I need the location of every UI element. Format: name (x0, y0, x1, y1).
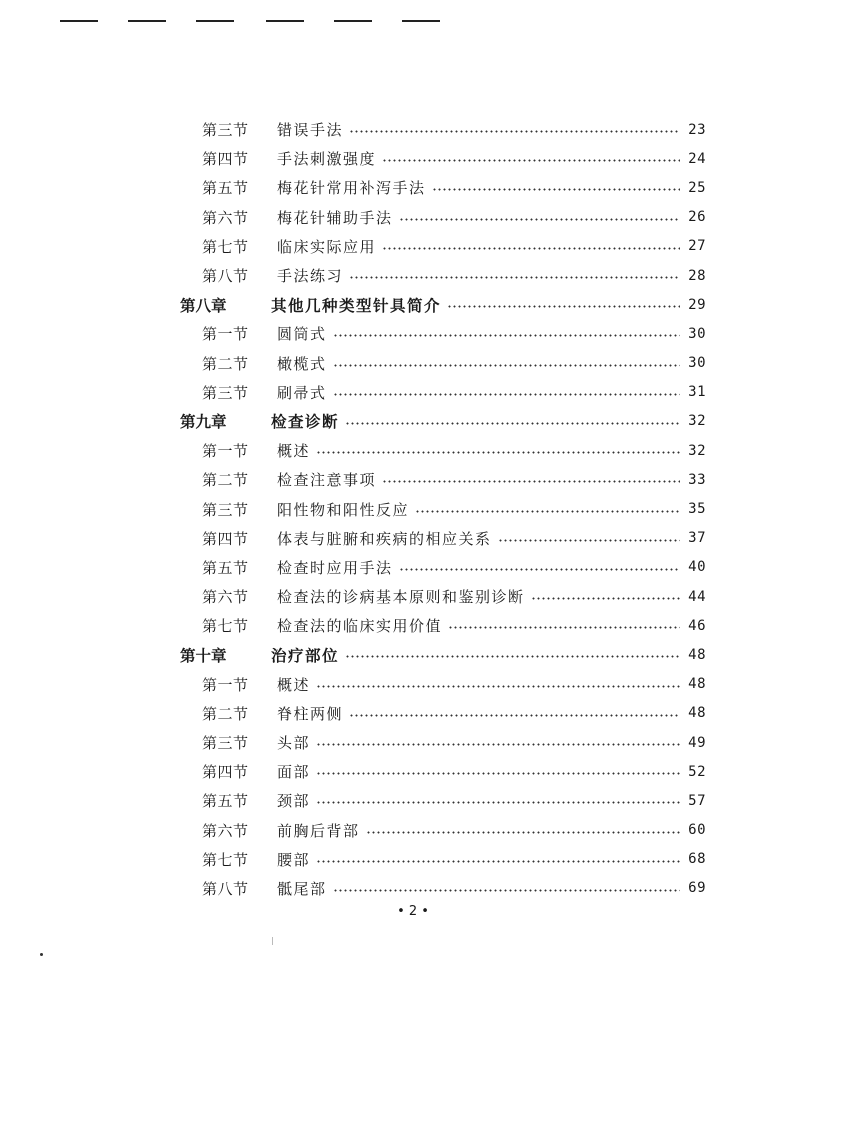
entry-page-number: 25 (688, 179, 706, 196)
entry-page-number: 32 (688, 413, 706, 430)
section-number: 第五节 (202, 792, 249, 811)
page-number: • 2 • (397, 904, 429, 919)
header-rule-dashes (60, 14, 440, 26)
section-number: 第一节 (202, 442, 249, 461)
toc-section-entry (180, 465, 706, 494)
entry-title: 刷帚式 (277, 383, 327, 402)
toc-section-entry (180, 261, 706, 290)
dot-leader (432, 188, 680, 191)
entry-title: 脊柱两侧 (277, 704, 344, 723)
section-number: 第二节 (202, 704, 249, 723)
section-number: 第六节 (202, 821, 249, 840)
entry-page-number: 57 (688, 792, 706, 809)
toc-chapter-entry (180, 640, 706, 669)
entry-page-number: 32 (688, 442, 706, 459)
entry-page-number: 29 (688, 296, 706, 313)
header-dash (402, 20, 440, 22)
entry-title: 头部 (277, 734, 311, 753)
dot-leader (316, 451, 680, 454)
toc-section-entry (180, 115, 706, 144)
header-dash (196, 20, 234, 22)
header-dash (60, 20, 98, 22)
dot-leader (366, 831, 680, 834)
dot-leader (382, 480, 680, 483)
entry-page-number: 68 (688, 851, 706, 868)
section-number: 第一节 (202, 325, 249, 344)
toc-section-entry (180, 524, 706, 553)
entry-title: 检查诊断 (271, 413, 340, 432)
toc-section-entry (180, 786, 706, 815)
chapter-number: 第九章 (180, 413, 227, 432)
entry-title: 概述 (277, 442, 311, 461)
toc-section-entry (180, 436, 706, 465)
entry-title: 前胸后背部 (277, 821, 360, 840)
entry-page-number: 40 (688, 559, 706, 576)
toc-section-entry (180, 144, 706, 173)
section-number: 第三节 (202, 383, 249, 402)
dot-leader (345, 422, 680, 425)
entry-title: 治疗部位 (271, 646, 340, 665)
entry-title: 阳性物和阳性反应 (277, 500, 410, 519)
entry-page-number: 28 (688, 267, 706, 284)
entry-page-number: 46 (688, 617, 706, 634)
entry-page-number: 52 (688, 763, 706, 780)
toc-section-entry (180, 232, 706, 261)
dot-leader (382, 159, 680, 162)
section-number: 第三节 (202, 734, 249, 753)
entry-page-number: 26 (688, 209, 706, 226)
header-dash (334, 20, 372, 22)
dot-leader (382, 247, 680, 250)
dot-leader (316, 801, 680, 804)
section-number: 第二节 (202, 354, 249, 373)
scan-mark (272, 937, 273, 945)
dot-leader (345, 655, 680, 658)
section-number: 第七节 (202, 850, 249, 869)
dot-leader (399, 218, 680, 221)
entry-page-number: 23 (688, 121, 706, 138)
toc-section-entry (180, 845, 706, 874)
entry-title: 检查法的诊病基本原则和鉴别诊断 (277, 588, 525, 607)
dot-leader (333, 393, 680, 396)
entry-title: 错误手法 (277, 121, 344, 140)
entry-page-number: 30 (688, 355, 706, 372)
toc-section-entry (180, 173, 706, 202)
entry-page-number: 48 (688, 705, 706, 722)
entry-page-number: 30 (688, 325, 706, 342)
entry-page-number: 60 (688, 822, 706, 839)
entry-title: 梅花针常用补泻手法 (277, 179, 426, 198)
entry-title: 梅花针辅助手法 (277, 208, 393, 227)
entry-title: 临床实际应用 (277, 237, 377, 256)
section-number: 第三节 (202, 121, 249, 140)
dot-leader (498, 539, 680, 542)
toc-section-entry (180, 553, 706, 582)
entry-title: 面部 (277, 763, 311, 782)
section-number: 第二节 (202, 471, 249, 490)
table-of-contents (180, 115, 706, 903)
toc-section-entry (180, 494, 706, 523)
entry-page-number: 31 (688, 384, 706, 401)
toc-section-entry (180, 378, 706, 407)
entry-title: 骶尾部 (277, 879, 327, 898)
entry-title: 检查时应用手法 (277, 558, 393, 577)
entry-page-number: 44 (688, 588, 706, 605)
entry-title: 概述 (277, 675, 311, 694)
entry-title: 颈部 (277, 792, 311, 811)
entry-page-number: 69 (688, 880, 706, 897)
toc-section-entry (180, 203, 706, 232)
dot-leader (448, 626, 680, 629)
toc-section-entry (180, 582, 706, 611)
entry-title: 体表与脏腑和疾病的相应关系 (277, 529, 492, 548)
entry-page-number: 35 (688, 501, 706, 518)
section-number: 第三节 (202, 500, 249, 519)
dot-leader (349, 714, 680, 717)
section-number: 第八节 (202, 267, 249, 286)
toc-section-entry (180, 349, 706, 378)
dot-leader (316, 772, 680, 775)
section-number: 第八节 (202, 879, 249, 898)
dot-leader (333, 889, 680, 892)
entry-title: 橄榄式 (277, 354, 327, 373)
section-number: 第一节 (202, 675, 249, 694)
entry-title: 手法刺激强度 (277, 150, 377, 169)
entry-title: 圆筒式 (277, 325, 327, 344)
dot-leader (333, 364, 680, 367)
header-dash (266, 20, 304, 22)
entry-title: 手法练习 (277, 267, 344, 286)
dot-leader (349, 276, 680, 279)
entry-page-number: 48 (688, 676, 706, 693)
section-number: 第四节 (202, 150, 249, 169)
toc-chapter-entry (180, 290, 706, 319)
dot-leader (399, 568, 680, 571)
entry-page-number: 49 (688, 734, 706, 751)
entry-page-number: 37 (688, 530, 706, 547)
entry-page-number: 48 (688, 646, 706, 663)
section-number: 第七节 (202, 237, 249, 256)
toc-section-entry (180, 728, 706, 757)
dot-leader (531, 597, 680, 600)
section-number: 第六节 (202, 208, 249, 227)
toc-section-entry (180, 816, 706, 845)
section-number: 第五节 (202, 179, 249, 198)
chapter-number: 第十章 (180, 646, 227, 665)
dot-leader (316, 860, 680, 863)
section-number: 第四节 (202, 763, 249, 782)
section-number: 第四节 (202, 529, 249, 548)
toc-section-entry (180, 699, 706, 728)
section-number: 第五节 (202, 558, 249, 577)
dot-leader (333, 334, 680, 337)
entry-page-number: 24 (688, 150, 706, 167)
toc-section-entry (180, 757, 706, 786)
dot-leader (316, 685, 680, 688)
toc-section-entry (180, 319, 706, 348)
dot-leader (316, 743, 680, 746)
section-number: 第七节 (202, 617, 249, 636)
header-dash (128, 20, 166, 22)
toc-section-entry (180, 874, 706, 903)
toc-chapter-entry (180, 407, 706, 436)
scan-speck (40, 953, 43, 956)
toc-section-entry (180, 670, 706, 699)
entry-page-number: 33 (688, 471, 706, 488)
entry-title: 其他几种类型针具简介 (271, 296, 442, 315)
chapter-number: 第八章 (180, 296, 227, 315)
entry-page-number: 27 (688, 238, 706, 255)
toc-section-entry (180, 611, 706, 640)
entry-title: 腰部 (277, 850, 311, 869)
dot-leader (447, 305, 680, 308)
section-number: 第六节 (202, 588, 249, 607)
dot-leader (349, 130, 680, 133)
entry-title: 检查法的临床实用价值 (277, 617, 443, 636)
entry-title: 检查注意事项 (277, 471, 377, 490)
dot-leader (415, 510, 680, 513)
